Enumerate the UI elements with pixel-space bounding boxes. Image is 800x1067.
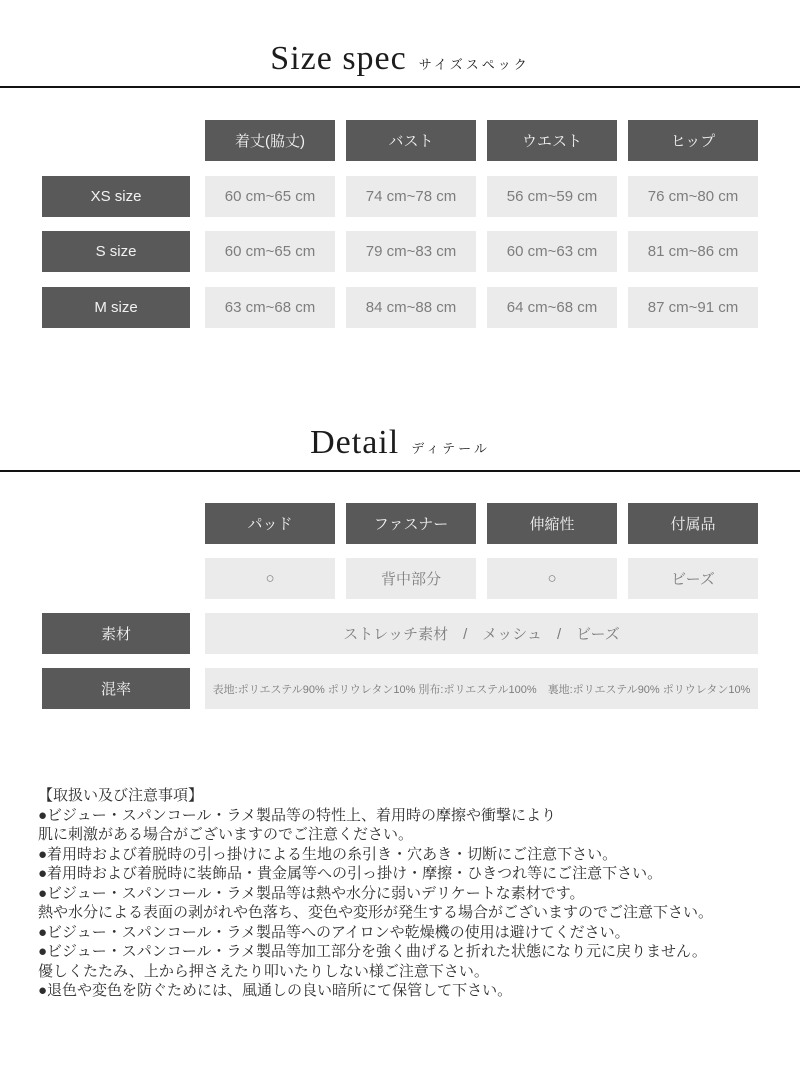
size-spec-divider (0, 86, 800, 88)
care-note-line: ●ビジュー・スパンコール・ラメ製品等加工部分を強く曲げると折れた状態になり元に戻りません。 (38, 943, 707, 960)
detail-divider (0, 470, 800, 472)
size-col-header-length: 着丈(脇丈) (205, 120, 335, 161)
care-note-line: ●ビジュー・スパンコール・ラメ製品等へのアイロンや乾燥機の使用は避けてください。 (38, 923, 630, 941)
detail-title-en: Detail (310, 424, 400, 461)
size-col-header-hip: ヒップ (628, 120, 758, 161)
size-row-xs (42, 176, 758, 217)
detail-header-row (42, 503, 758, 544)
size-header-row (42, 120, 758, 161)
size-spec-title (0, 40, 800, 78)
care-notes (38, 786, 782, 1001)
detail-header-spacer (42, 503, 190, 544)
material-value: ストレッチ素材 / メッシュ / ビーズ (205, 613, 758, 654)
size-value-cell: 74 cm~78 cm (346, 176, 476, 217)
size-col-header-bust: バスト (346, 120, 476, 161)
size-value-cell: 87 cm~91 cm (628, 287, 758, 328)
care-note-line: ●ビジュー・スパンコール・ラメ製品等の特性上、着用時の摩擦や衝撃により (38, 806, 557, 824)
size-spec-title-en: Size spec (270, 40, 407, 77)
material-label: 素材 (42, 613, 190, 654)
detail-col-header-fastener: ファスナー (346, 503, 476, 544)
size-value-cell: 64 cm~68 cm (487, 287, 617, 328)
detail-value-pad: ○ (205, 558, 335, 599)
mixture-row (42, 668, 758, 709)
size-spec-title-ja: サイズスペック (418, 57, 530, 72)
material-row (42, 613, 758, 654)
size-value-cell: 63 cm~68 cm (205, 287, 335, 328)
care-note-line: ●ビジュー・スパンコール・ラメ製品等は熱や水分に弱いデリケートな素材です。 (38, 884, 585, 902)
size-value-cell: 60 cm~65 cm (205, 231, 335, 272)
size-row-label-xs: XS size (42, 176, 190, 217)
size-value-cell: 76 cm~80 cm (628, 176, 758, 217)
care-note-line: ●着用時および着脱時に装飾品・貴金属等への引っ掛け・摩擦・ひきつれ等にご注意下さい。 (38, 865, 663, 882)
detail-value-fastener: 背中部分 (346, 558, 476, 599)
size-col-header-waist: ウエスト (487, 120, 617, 161)
size-value-cell: 60 cm~63 cm (487, 231, 617, 272)
care-notes-heading: 【取扱い及び注意事項】 (38, 787, 204, 804)
detail-col-header-pad: パッド (205, 503, 335, 544)
care-note-line: ●着用時および着脱時の引っ掛けによる生地の糸引き・穴あき・切断にご注意下さい。 (38, 845, 618, 863)
detail-title (0, 424, 800, 462)
size-row-m (42, 287, 758, 328)
detail-col-header-accessory: 付属品 (628, 503, 758, 544)
size-value-cell: 81 cm~86 cm (628, 231, 758, 272)
mixture-label: 混率 (42, 668, 190, 709)
care-note-line: 優しくたたみ、上から押さえたり叩いたりしない様ご注意下さい。 (38, 962, 489, 980)
care-note-line: 肌に刺激がある場合がございますのでご注意ください。 (38, 826, 414, 843)
size-value-cell: 56 cm~59 cm (487, 176, 617, 217)
size-row-label-m: M size (42, 287, 190, 328)
detail-value-stretch: ○ (487, 558, 617, 599)
size-header-spacer (42, 120, 190, 161)
care-note-line: ●退色や変色を防ぐためには、風通しの良い暗所にて保管して下さい。 (38, 982, 513, 999)
detail-title-ja: ディテール (411, 441, 490, 456)
detail-value-accessory: ビーズ (628, 558, 758, 599)
size-value-cell: 60 cm~65 cm (205, 176, 335, 217)
size-value-cell: 84 cm~88 cm (346, 287, 476, 328)
detail-col-header-stretch: 伸縮性 (487, 503, 617, 544)
detail-value-row (42, 558, 758, 599)
size-row-label-s: S size (42, 231, 190, 272)
care-note-line: 熱や水分による表面の剥がれや色落ち、変色や変形が発生する場合がございますのでご注意下さい。 (38, 904, 714, 921)
detail-value-spacer (42, 558, 190, 599)
mixture-value: 表地:ポリエステル90% ポリウレタン10% 別布:ポリエステル100% 裏地:ポリエステル90% ポリウレタン10% (205, 668, 758, 709)
size-value-cell: 79 cm~83 cm (346, 231, 476, 272)
size-row-s (42, 231, 758, 272)
